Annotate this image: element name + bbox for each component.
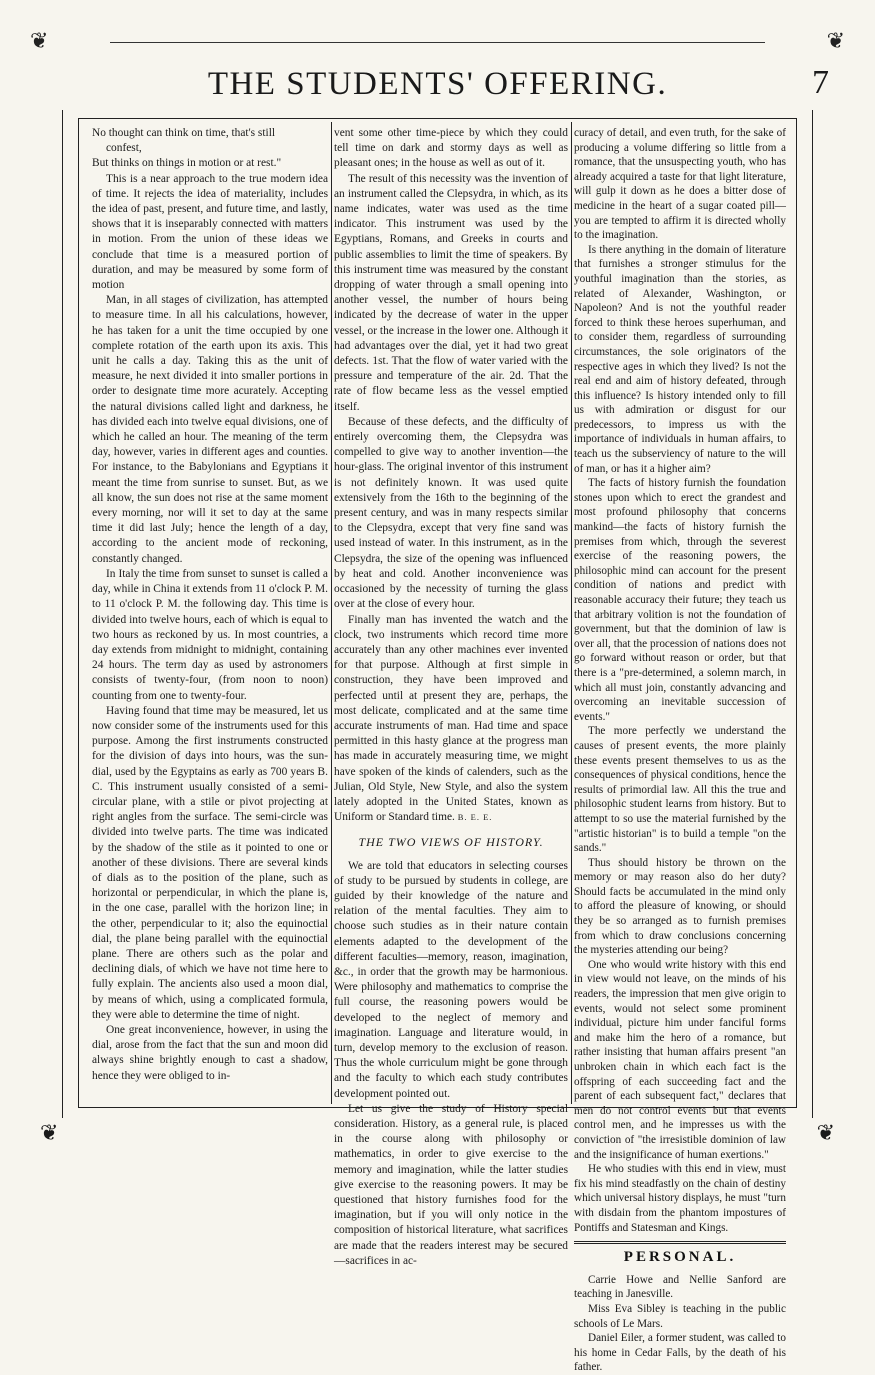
masthead-title: THE STUDENTS' OFFERING. [207, 66, 668, 102]
paragraph [334, 613, 568, 826]
personal-heading: PERSONAL. [623, 1249, 737, 1266]
paragraph: This is a near approach to the true modern idea of time. It rejects the idea of materiality, includes the idea of past, present, and future time, and lastly, shows that it is inseparably connected with matters in motion. From the union of these ideas we conclude that time is a measured portion of duration, and may be measured by some form of motion [92, 172, 328, 292]
poem-line: confest, [106, 142, 142, 155]
column-2 [334, 126, 568, 1267]
paragraph: One great inconvenience, however, in using the dial, arose from the fact that the sun and moon did always shine brightly enough to cast a shadow, hence they were obliged to in- [92, 1023, 328, 1082]
corner-ornament-bottom-left: ❦ [40, 1120, 59, 1145]
paragraph: Because of these defects, and the difficulty of entirely overcoming them, the Clepsydra was compelled to give way to another invention—the hour-glass. The original inventor of this instrument is not definitely known. It was used quite extensively from the 16th to the beginning of the present century, and was in many respects similar to the Clepsydra, except that very fine sand was used instead of water. In this instrument, as in the Clepsydra, the size of the opening was influenced by heat and cold. Another inconvenience was occasioned by the necessity of turning the glass over at the close of every hour. [334, 415, 568, 611]
poem-line: But thinks on things in motion or at rest." [92, 157, 282, 170]
section-divider [574, 1241, 786, 1244]
column-divider-1 [331, 122, 332, 1104]
paragraph: In Italy the time from sunset to sunset is called a day, while in China it extends from 11 o'clock P. M. to 11 o'clock P. M. the following day. This time is divided into twelve hours, each of which is equal to two hours as reckoned by us. In most countries, a day extends from midnight to midnight, containing 24 hours. The term day as used by astronomers consists of twenty-four, (from noon to noon) counting from one to twenty-four. [92, 567, 328, 702]
top-rule [110, 42, 765, 43]
corner-ornament-bottom-right: ❦ [816, 1120, 835, 1145]
personal-item: Carrie Howe and Nellie Sanford are teaching in Janesville. [574, 1273, 786, 1301]
paragraph: Is there anything in the domain of literature that furnishes a stronger stimulus for the youthful imagination than the stories, as related of Alexander, Washington, or Napoleon? And is not the youthful reader forced to think these heroes superhuman, and to consider them, regardless of surrounding circumstances, the sole originators of the respective ages in which they lived? Is not the real end and aim of history defeated, through this influence? Is history intended only to fill us with admiration or disgust for our predecessors, to impress us with the importance of individuals in human affairs, to teach us the subserviency of nature to the will of man, or has it a higher aim? [574, 243, 786, 475]
paragraph: Let us give the study of History special consideration. History, as a general rule, is placed in the course along with philosophy or mathematics, in order to give exercise to the memory and imagination, while the latter studies give exercise to the reasoning powers. It may be questioned that history furnishes food for the imagination, but if you will only notice in the composition of historical literature, what sacrifices are made that the readers interest may be secured—sacrifices in ac- [334, 1102, 568, 1267]
paragraph: One who would write history with this end in view would not leave, on the minds of his readers, the impression that men give origin to events, would not select some prominent individual, picture him under fanciful forms and make him the hero of a romance, but rather insisting that human affairs present "an unbroken chain in which each fact is the offspring of each succeeding fact and the parent of each subsequent fact," declares that men do not control events but that events control men, and he impresses us with the conviction of "the irresistible dominion of law and the insignificance of human exertions." [574, 958, 786, 1161]
corner-ornament-top-left: ❦ [30, 28, 49, 53]
corner-ornament-top-right: ❦ [826, 28, 845, 53]
paragraph: Having found that time may be measured, let us now consider some of the instruments used for this purpose. Among the first instruments constructed for the division of days into hours, was the sun-dial, used by the Egyptains as early as 700 years B. C. This instrument usually consisted of a semi-circular plane, with a stile or pivot projecting at right angles from the surface. The semi-circle was divided into twelve parts. The time was indicated by the shadow of the stile as it pointed to one or another of these divisions. There are several kinds of dials as to the position of the plane, such as horizontal or perpendicular, in which the plane is, in the one case, parallel with the horizon line; in the other, perpendicular to it; also the equinoctial dial, the plane being parallel with the equinoctial plane. There are others such as the polar and declining dials, of which we have not time here to fully explain. The ancients also used a moon dial, by means of which, using a complicated formula, they were able to determine the time of night. [92, 704, 328, 1021]
paragraph: The more perfectly we understand the causes of present events, the more plainly these events present themselves to us as the consequences of physical conditions, hence the results of primordial law. All this the true and philosophic student learns from history. But to attempt to so use the material furnished by the "artistic historian" is to build a temple "on the sands." [574, 725, 786, 855]
paragraph-text: Finally man has invented the watch and the clock, two instruments which record time more accurately than any other machines ever invented for that purpose. Although at first simple in construction, they have been improved and perfected until at present they are, perhaps, the most delicate, complicated and at the same time accurate instruments of man. Had time and space permitted in this hasty glance at the progress man has made in accurately measuring time, we might have spoken of the kinds of calenders, such as the Julian, Old Style, New Style, and also the system lately adopted in the United States, known as Uniform or Standard time. [334, 613, 568, 824]
paragraph: curacy of detail, and even truth, for the sake of producing a volume differing so little from a romance, that the unsuspecting youth, who has already acquired a taste for that light literature, will gulp it down as he does a bitter dose of medicine in the heart of a sugar coated pill—you are tempted to affirm it is directed wholly to the imagination. [574, 127, 786, 242]
paragraph: The facts of history furnish the foundation stones upon which to erect the grandest and most profound philosophy that concerns mankind—the facts of history furnish the premises from which, through the severest exercise of the reasoning powers, the philosophic mind can account for the present condition of nations and predict with reasonable accuracy their future; they teach us that arbitrary volition is not the foundation of government, but that the dominion of law is over all, that the procession of nations does not go forward without reason or order, but that there is a "pre-determined, a solemn march, in which all must join, constantly advancing and overcoming an inevitable succession of events." [574, 477, 786, 723]
paragraph: Man, in all stages of civilization, has attempted to measure time. In all his calculations, however, he has taken for a unit the time occupied by one complete rotation of the earth upon its axis. This unit he calls a day. Taking this as the unit of measure, he next divided it into smaller portions in order to designate time more acurately. Accepting the natural divisions called light and darkness, he has divided each into twelve equal divisions, one of which he called an hour. The meaning of the term day, however, varies in different ages and counties. For instance, to the Babylonians and Egyptians it meant the time from sunrise to sunset. But, as we all know, the sun does not rise at the same moment every morning, nor will it set to day at the same time it did last July; hence the length of a day, according to the ancient mode of reckoning, constantly changed. [92, 294, 328, 565]
paragraph: Thus should history be thrown on the memory or may reason also do her duty? Should facts be accumulated in the mind only to afford the pleasure of knowing, or should they be so arranged as to furnish premises from which to draw conclusions concerning the mysteries attending our being? [574, 856, 786, 957]
column-3 [574, 126, 786, 1374]
personal-item: Miss Eva Sibley is teaching in the public schools of Le Mars. [574, 1302, 786, 1330]
author-signature: B. E. E. [457, 812, 493, 823]
paragraph: He who studies with this end in view, must fix his mind steadfastly on the chain of destiny which universal history displays, he must "turn with disdain from the phantom impostures of Pontiffs and Statesman and Kings. [574, 1163, 786, 1234]
column-divider-2 [571, 122, 572, 1104]
right-border [812, 110, 813, 1118]
page-number: 7 [812, 64, 829, 101]
paragraph: The result of this necessity was the invention of an instrument called the Clepsydra, in which, as its name indicates, water was used as the time indicator. This instrument was used by the Egyptians, Romans, and Greeks in courts and public assemblies to limit the time of speakers. By this instrument time was measured by the constant dropping of water through a small opening into another vessel, the number of hours being indicated by the decrease of water in the upper vessel, or the increase in the lower one. Although it had advantages over the dial, yet it had two great defects. 1st. That the flow of water varied with the pressure and temperature of the air. 2d. That the rate of flow became less as the vessel emptied itself. [334, 172, 568, 413]
paragraph: vent some other time-piece by which they could tell time on dark and stormy days as well as pleasant ones; in the house as well as out of it. [334, 127, 568, 170]
article-title: THE TWO VIEWS OF HISTORY. [358, 835, 544, 850]
paragraph: We are told that educators in selecting courses of study to be pursued by students in college, are guided by their knowledge of the nature and relation of the mental faculties. They aim to choose such studies as in their nature contain elements adapted to the development of the different faculties—memory, reason, imagination, &c., in order that the growth may be harmonious. Were philosophy and mathematics to comprise the full course, the reasoning powers would be developed to the neglect of memory and imagination. Language and literature would, in turn, develop memory to the exclusion of reason. Thus the whole curriculum might be gone through and the faculty to which each study contributes development pointed out. [334, 859, 568, 1100]
poem-line: No thought can think on time, that's still [92, 127, 276, 139]
personal-item: Daniel Eiler, a former student, was called to his home in Cedar Falls, by the death of his father. [574, 1332, 786, 1374]
column-1 [92, 126, 328, 1102]
left-border [62, 110, 63, 1118]
